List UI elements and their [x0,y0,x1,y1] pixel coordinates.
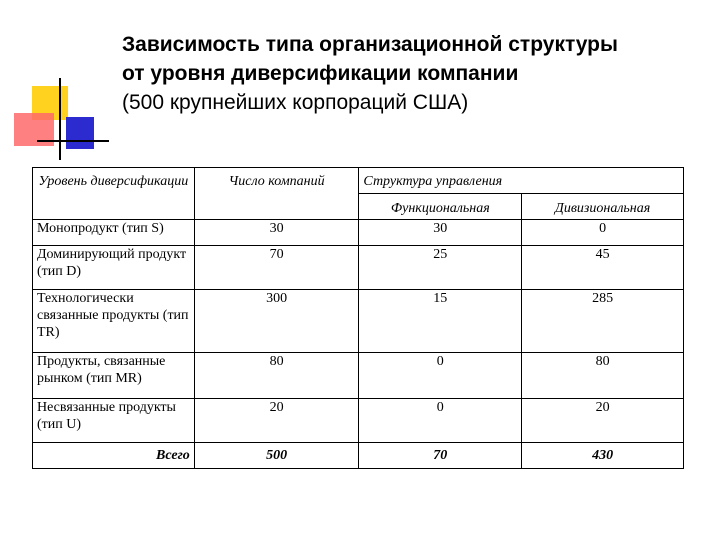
deco-vertical-line [59,78,61,160]
row-count: 80 [194,353,359,399]
table-row [33,399,684,443]
total-count: 500 [194,443,359,469]
row-count: 20 [194,399,359,443]
header-structure: Структура управления [359,168,684,194]
row-count: 300 [194,290,359,353]
table-row [33,220,684,246]
row-label: Продукты, связанные рынком (тип MR) [33,353,195,399]
title-line-2: от уровня диверсификации компании [122,62,519,85]
header-functional: Функциональная [359,194,522,220]
row-label: Монопродукт (тип S) [33,220,195,246]
row-count: 30 [194,220,359,246]
row-label: Доминирующий продукт (тип D) [33,246,195,290]
row-functional: 0 [359,353,522,399]
total-row [33,443,684,469]
total-label: Всего [33,443,195,469]
diversification-table [32,167,684,469]
row-functional: 15 [359,290,522,353]
slide-title [122,30,712,117]
row-label: Несвязанные продукты (тип U) [33,399,195,443]
header-divisional: Дивизиональная [522,194,684,220]
table-row [33,290,684,353]
row-label: Технологически связанные продукты (тип TR) [33,290,195,353]
row-count: 70 [194,246,359,290]
deco-horizontal-line [37,140,109,142]
row-divisional: 20 [522,399,684,443]
row-divisional: 285 [522,290,684,353]
table-row [33,246,684,290]
header-count: Число компаний [194,168,359,220]
row-functional: 30 [359,220,522,246]
row-functional: 0 [359,399,522,443]
total-functional: 70 [359,443,522,469]
header-level: Уровень диверсификации [33,168,195,220]
table-row [33,353,684,399]
total-divisional: 430 [522,443,684,469]
row-divisional: 45 [522,246,684,290]
title-line-3: (500 крупнейших корпораций США) [122,91,469,114]
row-divisional: 0 [522,220,684,246]
row-functional: 25 [359,246,522,290]
title-line-1: Зависимость типа организационной структуры [122,33,618,56]
deco-blue-square [66,117,94,149]
row-divisional: 80 [522,353,684,399]
